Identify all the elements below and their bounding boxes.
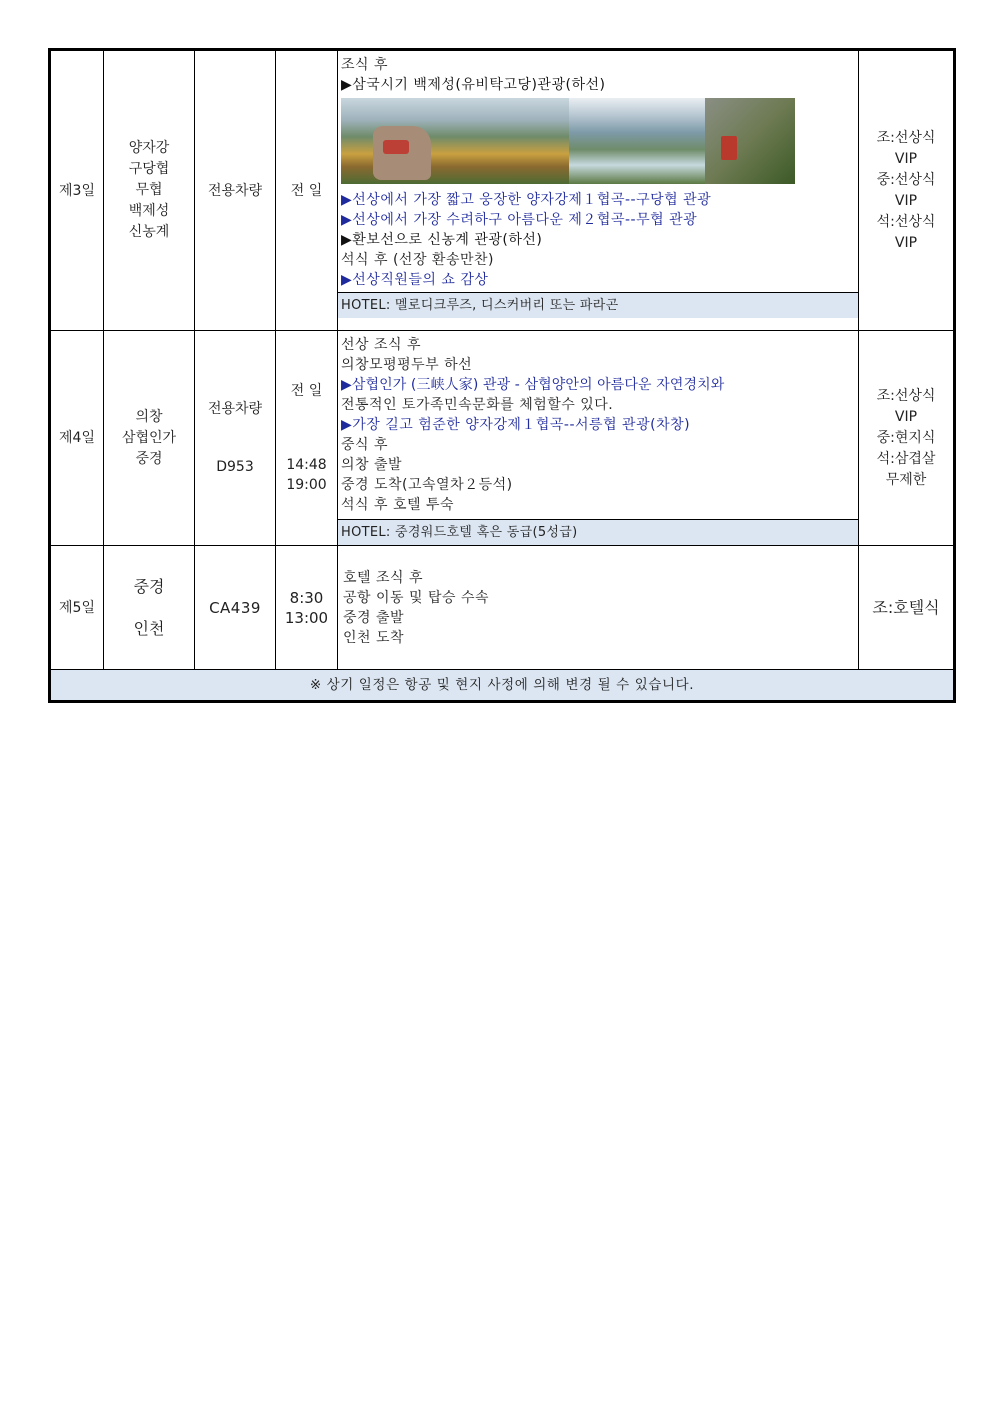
day4-row [51, 331, 954, 546]
transport-cell [195, 51, 276, 331]
transport: CA439 [209, 598, 261, 617]
schedule-line: 중식 후 [341, 437, 389, 453]
day-cell: 제5일 [51, 546, 104, 670]
photo-strip [341, 98, 795, 184]
schedule-line: 중경 도착(고속열차２등석) [341, 477, 513, 493]
transport-cell [195, 331, 276, 546]
cities-cell [104, 51, 195, 331]
city: 중경 [135, 450, 163, 467]
day-cell: 제4일 [51, 331, 104, 546]
city: 무협 [135, 182, 163, 198]
time: 8:30 [289, 588, 324, 607]
meals-cell [859, 331, 954, 546]
transport: 전용차량 [207, 182, 263, 199]
meal: VIP [894, 192, 918, 209]
day3-row [51, 51, 954, 331]
schedule-cell [338, 51, 859, 331]
hotel-info: HOTEL: 멜로디크루즈, 디스커버리 또는 파라곤 [338, 292, 858, 318]
city: 양자강 [128, 140, 170, 156]
meal: 중:현지식 [876, 429, 936, 446]
meal: 중:선상식 [876, 171, 936, 188]
schedule-line: 석식 후 호텔 투숙 [341, 497, 455, 513]
transport: D953 [216, 459, 254, 475]
schedule-line: 호텔 조식 후 [343, 569, 424, 586]
city: 삼협인가 [121, 429, 177, 446]
cities-cell [104, 546, 195, 670]
city: 의창 [135, 408, 163, 425]
meal: 조:선상식 [876, 129, 936, 146]
schedule-line: ▶선상에서 가장 수려하구 아름다운 제２협곡--무협 관광 [341, 212, 698, 228]
city: 인천 [133, 618, 165, 638]
schedule-line: 중경 출발 [343, 609, 405, 626]
meals-cell [859, 546, 954, 670]
meal: VIP [894, 150, 918, 167]
carved-rock [373, 126, 431, 180]
city: 중경 [133, 576, 165, 596]
transport-cell [195, 546, 276, 670]
three-gorges-river-photo [569, 98, 795, 184]
schedule-line: ▶선상에서 가장 짧고 웅장한 양자강제１협곡--구당협 관광 [341, 192, 712, 208]
schedule-line: 의창모평평두부 하선 [341, 357, 473, 373]
schedule-line: 의창 출발 [341, 457, 403, 473]
day-cell: 제3일 [51, 51, 104, 331]
time: 전 일 [290, 182, 323, 199]
footer-row [51, 670, 954, 701]
day5-row [51, 546, 954, 670]
meals-cell [859, 51, 954, 331]
meal: 조:선상식 [876, 387, 936, 404]
meal: VIP [894, 234, 918, 251]
time: 전 일 [290, 383, 323, 399]
meal: 석:선상식 [876, 213, 936, 230]
time-cell [276, 51, 338, 331]
baidicheng-rock-photo [341, 98, 569, 184]
schedule-line: ▶삼국시기 백제성(유비탁고당)관광(하선) [341, 77, 606, 93]
schedule-line: ▶환보선으로 신농계 관광(하선) [341, 232, 543, 248]
time-cell [276, 331, 338, 546]
meal: 석:삼겹살 [876, 450, 936, 467]
schedule-line: 공항 이동 및 탑승 수속 [343, 589, 490, 606]
schedule-cell [338, 331, 859, 546]
time-cell [276, 546, 338, 670]
schedule-line: ▶선상직원들의 쇼 감상 [341, 272, 489, 288]
schedule-line: 조식 후 [341, 57, 389, 73]
city: 구당협 [128, 161, 170, 177]
meal: 무제한 [885, 471, 927, 488]
itinerary-sheet [48, 48, 956, 703]
city: 백제성 [128, 203, 170, 219]
cities-cell [104, 331, 195, 546]
schedule-cell [338, 546, 859, 670]
time: 13:00 [284, 608, 329, 627]
transport: 전용차량 [207, 401, 263, 417]
itinerary-table [50, 50, 954, 701]
time: 19:00 [286, 477, 327, 493]
schedule-line: 선상 조식 후 [341, 337, 422, 353]
hotel-info: HOTEL: 중경워드호텔 혹은 동급(5성급) [338, 519, 858, 545]
meal: 조:호텔식 [872, 597, 940, 617]
schedule-line: ▶가장 길고 험준한 양자강제１협곡--서릉협 관광(차창) [341, 417, 691, 433]
schedule-line: 석식 후 (선장 환송만찬) [341, 252, 494, 268]
city: 신농계 [128, 224, 170, 240]
schedule-line: 전통적인 토가족민속문화를 체험할수 있다. [341, 397, 614, 413]
meal: VIP [894, 408, 918, 425]
schedule-line: 인천 도착 [343, 629, 405, 646]
cliff [705, 98, 795, 184]
schedule-line: ▶삼협인가 (三峡人家) 관광 - 삼협양안의 아름다운 자연경치와 [341, 377, 725, 393]
footer-note: ※ 상기 일정은 항공 및 현지 사정에 의해 변경 될 수 있습니다. [51, 670, 954, 701]
time: 14:48 [286, 457, 327, 473]
